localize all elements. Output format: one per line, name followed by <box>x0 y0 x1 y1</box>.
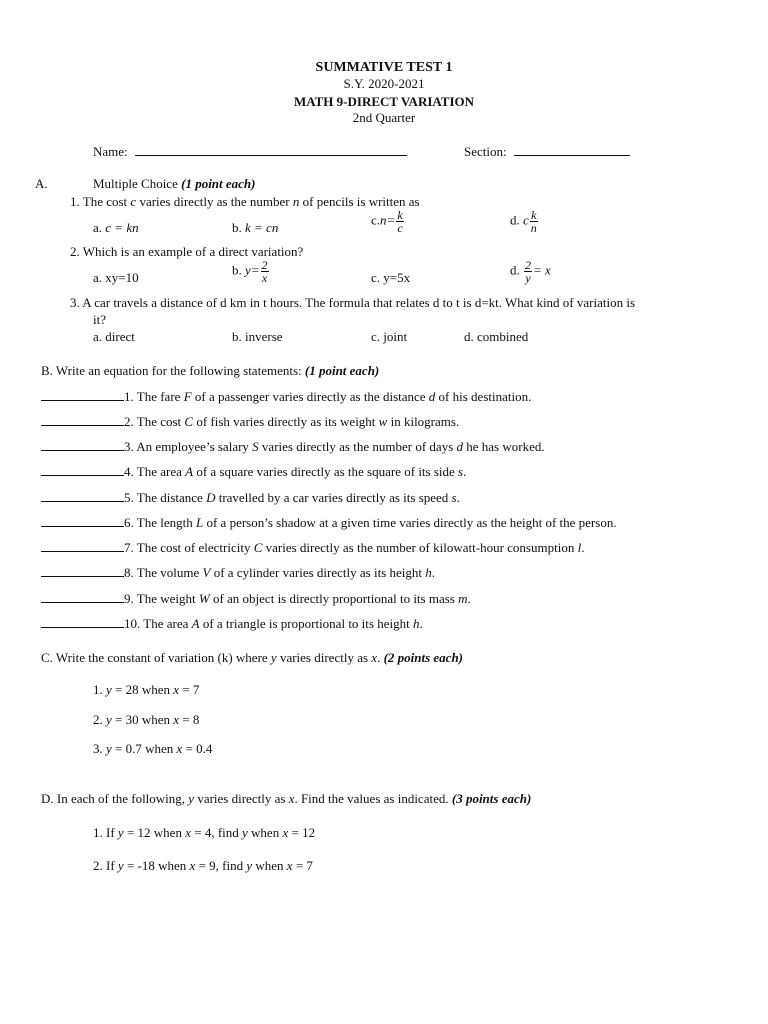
item-text-post: . <box>581 540 585 555</box>
answer-blank[interactable] <box>41 616 124 628</box>
item-text-pre: The weight <box>133 591 199 606</box>
item-text-a: = 0.7 when <box>111 741 177 756</box>
part-a-letter: A. <box>35 176 48 191</box>
item-text-post: . <box>431 565 435 580</box>
item-var-2: l <box>577 540 582 555</box>
name-blank[interactable] <box>135 144 407 156</box>
a1-option-d-label: d. <box>510 212 523 228</box>
item-text-pre: The cost of electricity <box>133 540 254 555</box>
item-text-a: = -18 when <box>123 858 190 873</box>
item-var-y: y <box>106 741 112 756</box>
item-var-1: A <box>185 464 194 479</box>
item-var-y2: y <box>246 858 253 873</box>
a1-option-d-lhs: c <box>523 212 529 228</box>
item-var-1: V <box>202 565 211 580</box>
part-c-var-y: y <box>270 650 277 665</box>
part-b-item-8 <box>41 565 435 579</box>
part-b-points: (1 point each) <box>304 363 380 378</box>
item-text-post: in kilograms. <box>387 414 460 429</box>
item-text-a: = 28 when <box>111 682 174 697</box>
item-text-c: when <box>252 858 287 873</box>
part-d-text-post: . Find the values as indicated. <box>294 791 449 806</box>
item-text-mid: varies directly as the number of days <box>258 439 457 454</box>
item-number: 3. <box>124 439 134 454</box>
item-text-post: . <box>463 464 467 479</box>
part-d-heading <box>41 792 531 805</box>
item-text-mid: of an object is directly proportional to its mass <box>209 591 459 606</box>
item-text-mid: travelled by a car varies directly as its speed <box>215 490 452 505</box>
part-b-item-5 <box>41 490 460 504</box>
a2-option-b-label: b. <box>232 262 245 278</box>
item-number: 10. <box>124 616 141 631</box>
item-text-b: = 0.4 <box>182 741 213 756</box>
item-var-1: S <box>252 439 259 454</box>
part-b-item-9 <box>41 591 471 605</box>
item-number: 1. If <box>93 825 118 840</box>
subject-title: MATH 9-DIRECT VARIATION <box>293 94 475 109</box>
item-text-b: = 7 <box>179 682 200 697</box>
item-text-pre: The volume <box>133 565 203 580</box>
item-var-1: F <box>183 389 192 404</box>
section-field[interactable] <box>464 144 630 158</box>
item-text-post: . <box>419 616 423 631</box>
item-number: 5. <box>124 490 134 505</box>
part-d-item-1 <box>93 826 315 839</box>
item-number: 1. <box>93 682 106 697</box>
item-var-1: W <box>198 591 210 606</box>
part-b-item-10 <box>41 616 423 630</box>
a2-option-d-denominator: y <box>525 271 531 285</box>
part-d-points: (3 points each) <box>451 791 532 806</box>
item-var-y: y <box>106 712 112 727</box>
item-var-2: d <box>456 439 463 454</box>
school-year: S.Y. 2020-2021 <box>343 76 425 91</box>
a2-option-b-denominator: x <box>261 271 268 285</box>
part-b-item-6 <box>41 515 617 529</box>
part-c-text-mid: varies directly as <box>276 650 372 665</box>
a1-question <box>70 195 420 208</box>
item-text-a: = 12 when <box>123 825 186 840</box>
item-var-x2: x <box>286 858 293 873</box>
part-a-points: (1 point each) <box>181 176 256 191</box>
item-var-x1: x <box>185 825 191 840</box>
a2-option-d[interactable] <box>510 259 551 284</box>
item-text-post: of his destination. <box>435 389 532 404</box>
item-var-1: C <box>253 540 263 555</box>
a1-text-mid: varies directly as the number <box>136 194 293 209</box>
item-var-1: C <box>184 414 194 429</box>
item-number: 6. <box>124 515 134 530</box>
answer-blank[interactable] <box>41 414 124 426</box>
a2-option-b-lhs: y= <box>245 262 260 278</box>
item-text-mid: of a passenger varies directly as the distance <box>191 389 429 404</box>
part-c-item-2 <box>93 713 199 726</box>
item-number: 1. <box>124 389 134 404</box>
part-d-item-2 <box>93 859 313 872</box>
a2-option-d-label: d. <box>510 262 523 278</box>
part-b-title: B. Write an equation for the following statements: <box>41 363 302 378</box>
item-text-pre: The distance <box>133 490 207 505</box>
item-text-b: = 9, find <box>195 858 247 873</box>
answer-blank[interactable] <box>41 540 124 552</box>
a1-option-c-fraction <box>396 209 403 234</box>
a1-option-a-expr: c = kn <box>105 220 139 235</box>
a1-option-c-lhs: n= <box>380 212 396 228</box>
item-number: 4. <box>124 464 134 479</box>
a1-text-pre: 1. The cost <box>70 194 131 209</box>
a3-question-line2: it? <box>93 312 106 327</box>
item-text-mid: of a triangle is proportional to its height <box>199 616 413 631</box>
a1-option-b[interactable] <box>232 221 278 234</box>
item-number: 3. <box>93 741 106 756</box>
section-blank[interactable] <box>514 144 630 156</box>
answer-blank[interactable] <box>41 490 124 502</box>
part-a-heading <box>93 177 256 190</box>
item-text-b: = 4, find <box>190 825 243 840</box>
part-b-item-7 <box>41 540 584 554</box>
part-b-item-3 <box>41 439 545 453</box>
part-c-text-post: . <box>377 650 381 665</box>
answer-blank[interactable] <box>41 515 124 527</box>
part-b-item-4 <box>41 464 466 478</box>
a1-option-a[interactable] <box>93 221 139 234</box>
part-d-text-mid: varies directly as <box>194 791 289 806</box>
part-d-var-x: x <box>288 791 295 806</box>
answer-blank[interactable] <box>41 591 124 603</box>
item-text-pre: The area <box>133 464 186 479</box>
section-label: Section: <box>464 144 507 159</box>
item-text-mid: of a cylinder varies directly as its height <box>210 565 426 580</box>
item-number: 7. <box>124 540 134 555</box>
item-number: 2. If <box>93 858 118 873</box>
answer-blank[interactable] <box>41 439 124 451</box>
name-label: Name: <box>93 144 128 159</box>
item-text-mid: of fish varies directly as its weight <box>193 414 379 429</box>
item-var-2: s <box>458 464 464 479</box>
part-b-heading <box>41 364 379 377</box>
part-d-var-y: y <box>188 791 195 806</box>
item-var-x1: x <box>189 858 196 873</box>
part-c-var-x: x <box>371 650 378 665</box>
item-var-y1: y <box>117 858 124 873</box>
quarter: 2nd Quarter <box>352 110 416 125</box>
item-var-1: D <box>206 490 216 505</box>
a1-option-b-label: b. <box>232 220 245 235</box>
answer-blank[interactable] <box>41 464 124 476</box>
item-var-y1: y <box>117 825 124 840</box>
item-text-mid: varies directly as the number of kilowatt-hour consumption <box>262 540 578 555</box>
item-text-pre: The cost <box>133 414 185 429</box>
item-text-post: . <box>467 591 471 606</box>
a2-question: 2. Which is an example of a direct variation? <box>70 244 304 259</box>
a2-option-b-numerator: 2 <box>261 258 268 272</box>
part-d-text-pre: D. In each of the following, <box>41 791 189 806</box>
part-c-heading <box>41 651 463 664</box>
item-var-2: m <box>458 591 468 606</box>
part-a-title: Multiple Choice <box>93 176 178 191</box>
item-var-y2: y <box>242 825 248 840</box>
a1-option-d-denominator: n <box>530 221 537 235</box>
item-text-d: = 7 <box>292 858 313 873</box>
item-text-mid: of a square varies directly as the square of its side <box>193 464 459 479</box>
item-var-2: h <box>425 565 432 580</box>
part-b-item-2 <box>41 414 459 428</box>
a2-option-b[interactable] <box>232 259 270 284</box>
item-text-post: he has worked. <box>463 439 545 454</box>
a1-option-c-denominator: c <box>397 221 403 235</box>
item-number: 9. <box>124 591 134 606</box>
item-var-y: y <box>106 682 112 697</box>
item-var-x: x <box>173 682 180 697</box>
a1-var-n: n <box>292 194 300 209</box>
a3-option-c[interactable]: c. joint <box>371 329 408 344</box>
item-var-2: h <box>412 616 420 631</box>
a1-option-c[interactable] <box>371 209 405 234</box>
item-var-2: s <box>451 490 457 505</box>
item-var-x2: x <box>282 825 289 840</box>
item-number: 2. <box>93 712 106 727</box>
a3-option-d[interactable]: d. combined <box>464 329 529 344</box>
item-text-pre: The length <box>133 515 196 530</box>
a1-var-c: c <box>130 194 137 209</box>
item-var-x: x <box>176 741 183 756</box>
item-text-mid: of a person’s shadow at a given time varies directly as the height of the person. <box>203 515 617 530</box>
a1-option-c-label: c. <box>371 212 381 228</box>
answer-blank[interactable] <box>41 389 124 401</box>
item-text-d: = 12 <box>288 825 316 840</box>
a1-option-c-numerator: k <box>397 208 403 222</box>
a1-option-d-numerator: k <box>531 208 537 222</box>
a2-option-b-fraction <box>261 259 269 284</box>
item-var-2: w <box>378 414 388 429</box>
item-text-pre: The fare <box>133 389 184 404</box>
a2-option-d-fraction <box>524 259 532 284</box>
item-var-1: A <box>191 616 200 631</box>
item-text-b: = 8 <box>179 712 200 727</box>
a1-option-a-label: a. <box>93 220 106 235</box>
item-var-x: x <box>173 712 180 727</box>
item-text-pre: An employee’s salary <box>133 439 253 454</box>
test-title: SUMMATIVE TEST 1 <box>315 60 453 75</box>
item-text-a: = 30 when <box>111 712 174 727</box>
a3-option-a[interactable]: a. direct <box>93 329 135 344</box>
a2-option-a[interactable]: a. xy=10 <box>93 270 139 285</box>
part-b-item-1 <box>41 389 531 403</box>
a2-option-c[interactable]: c. y=5x <box>371 270 411 285</box>
item-number: 8. <box>124 565 134 580</box>
a2-option-d-rhs: = x <box>533 262 551 278</box>
name-field[interactable] <box>93 144 407 158</box>
a3-option-b[interactable]: b. inverse <box>232 329 283 344</box>
item-var-2: d <box>428 389 436 404</box>
item-number: 2. <box>124 414 134 429</box>
part-c-points: (2 points each) <box>383 650 464 665</box>
part-c-item-3 <box>93 742 212 755</box>
part-c-text-pre: C. Write the constant of variation (k) where <box>41 650 271 665</box>
a1-option-b-expr: k = cn <box>245 220 279 235</box>
item-text-c: when <box>247 825 283 840</box>
a2-option-d-numerator: 2 <box>525 258 531 272</box>
part-c-item-1 <box>93 683 199 696</box>
item-text-pre: The area <box>140 616 192 631</box>
answer-blank[interactable] <box>41 565 124 577</box>
a3-question-line1: 3. A car travels a distance of d km in t hours. The formula that relates d to t is d=kt. What kind of variation is <box>70 295 636 310</box>
item-text-post: . <box>456 490 460 505</box>
a1-option-d-fraction <box>530 209 538 234</box>
a1-option-d[interactable] <box>510 209 539 234</box>
a1-text-post: of pencils is written as <box>299 194 420 209</box>
item-var-1: L <box>195 515 204 530</box>
